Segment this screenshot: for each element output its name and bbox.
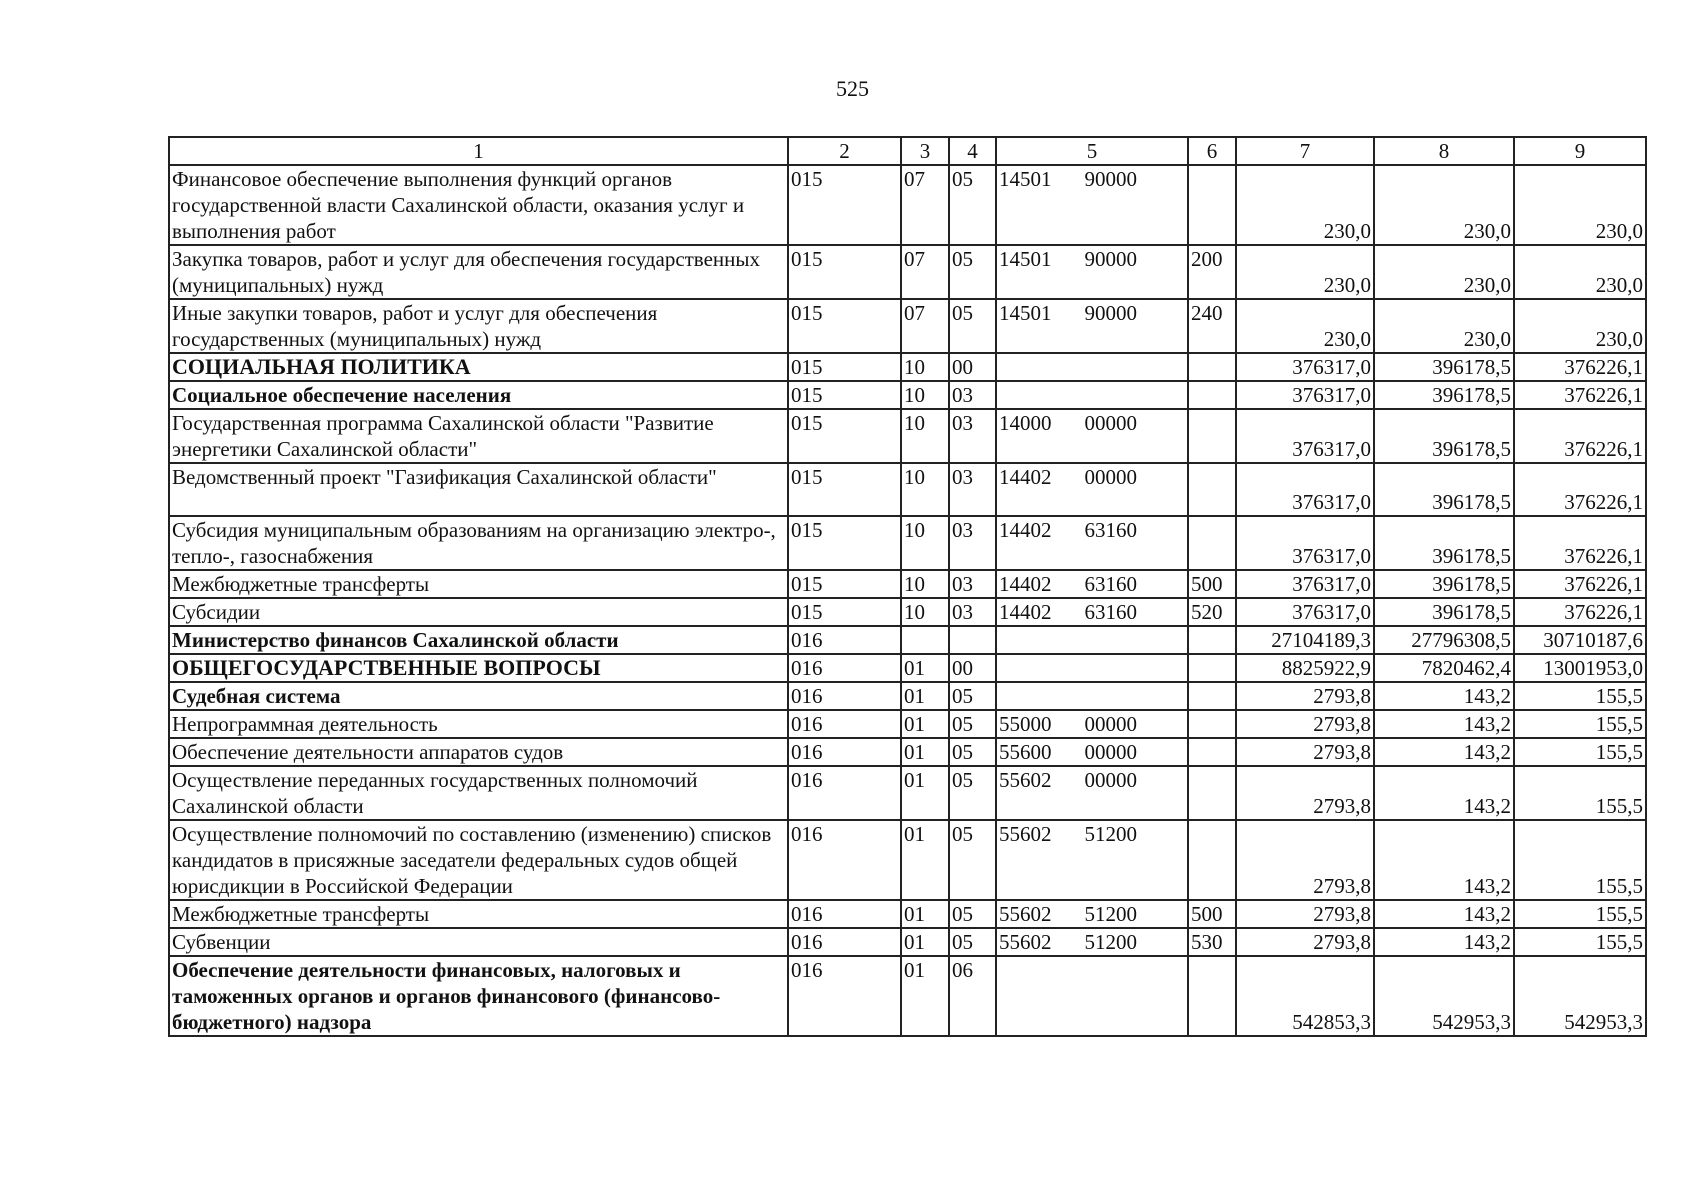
target-article-program: 55000 (999, 712, 1052, 736)
expense-type-cell: 500 (1188, 570, 1236, 598)
section-code-cell: 10 (901, 409, 949, 463)
row-name-cell: Субсидия муниципальным образованиям на организацию электро-, тепло-, газоснабжения (169, 516, 788, 570)
section-code-cell: 01 (901, 928, 949, 956)
amount-col9-cell: 30710187,6 (1514, 626, 1646, 654)
row-name-cell: Иные закупки товаров, работ и услуг для обеспечения государственных (муниципальных) нужд (169, 299, 788, 353)
amount-col8-cell: 396178,5 (1374, 463, 1514, 516)
row-name-cell: Межбюджетные трансферты (169, 570, 788, 598)
amount-col7-cell: 2793,8 (1236, 900, 1374, 928)
table-row (169, 245, 1646, 299)
row-name-cell: Финансовое обеспечение выполнения функций органов государственной власти Сахалинской области, оказания услуг и выполнения работ (169, 165, 788, 245)
amount-col7-cell: 2793,8 (1236, 928, 1374, 956)
subsection-code-cell: 03 (949, 463, 996, 516)
amount-col9-cell: 155,5 (1514, 928, 1646, 956)
row-name-cell: Субсидии (169, 598, 788, 626)
target-article-program: 14501 (999, 247, 1052, 271)
amount-col7-cell: 2793,8 (1236, 682, 1374, 710)
header-cell: 5 (996, 137, 1188, 165)
subsection-code-cell: 05 (949, 682, 996, 710)
admin-code-cell: 016 (788, 956, 901, 1036)
target-article-cell (996, 353, 1188, 381)
row-name-cell: Субвенции (169, 928, 788, 956)
target-article-program: 55602 (999, 768, 1052, 792)
amount-col8-cell: 143,2 (1374, 738, 1514, 766)
amount-col7-cell: 2793,8 (1236, 710, 1374, 738)
subsection-code-cell: 03 (949, 570, 996, 598)
target-article-cell (996, 710, 1188, 738)
amount-col9-cell: 376226,1 (1514, 516, 1646, 570)
target-article-cell (996, 956, 1188, 1036)
header-cell: 2 (788, 137, 901, 165)
expense-type-cell (1188, 463, 1236, 516)
subsection-code-cell: 05 (949, 928, 996, 956)
row-name-cell: Закупка товаров, работ и услуг для обеспечения государственных (муниципальных) нужд (169, 245, 788, 299)
row-name-cell: Осуществление полномочий по составлению (изменению) списков кандидатов в присяжные заседатели федеральных судов общей юрисдикции в Российской Федерации (169, 820, 788, 900)
section-code-cell: 10 (901, 570, 949, 598)
amount-col8-cell: 143,2 (1374, 710, 1514, 738)
amount-col7-cell: 230,0 (1236, 245, 1374, 299)
target-article-program: 55602 (999, 822, 1052, 846)
table-row (169, 381, 1646, 409)
target-article-program: 55602 (999, 930, 1052, 954)
target-article-cell (996, 598, 1188, 626)
amount-col8-cell: 230,0 (1374, 245, 1514, 299)
amount-col7-cell: 2793,8 (1236, 820, 1374, 900)
expense-type-cell: 200 (1188, 245, 1236, 299)
target-article-direction: 90000 (1084, 167, 1138, 191)
expense-type-cell: 520 (1188, 598, 1236, 626)
amount-col8-cell: 396178,5 (1374, 516, 1514, 570)
amount-col8-cell: 542953,3 (1374, 956, 1514, 1036)
target-article-program: 14501 (999, 167, 1052, 191)
target-article-direction: 51200 (1084, 930, 1138, 954)
expense-type-cell (1188, 516, 1236, 570)
subsection-code-cell: 05 (949, 820, 996, 900)
admin-code-cell: 016 (788, 820, 901, 900)
section-code-cell: 07 (901, 299, 949, 353)
section-code-cell: 01 (901, 820, 949, 900)
subsection-code-cell: 05 (949, 299, 996, 353)
subsection-code-cell: 06 (949, 956, 996, 1036)
target-article-direction: 00000 (1084, 712, 1138, 736)
budget-table (168, 136, 1647, 1037)
target-article-program: 14402 (999, 600, 1052, 624)
expense-type-cell: 530 (1188, 928, 1236, 956)
section-code-cell: 01 (901, 710, 949, 738)
amount-col7-cell: 376317,0 (1236, 570, 1374, 598)
table-row (169, 900, 1646, 928)
expense-type-cell (1188, 956, 1236, 1036)
amount-col7-cell: 27104189,3 (1236, 626, 1374, 654)
expense-type-cell (1188, 682, 1236, 710)
table-row (169, 299, 1646, 353)
row-name-cell: СОЦИАЛЬНАЯ ПОЛИТИКА (169, 353, 788, 381)
target-article-direction: 00000 (1084, 768, 1138, 792)
amount-col8-cell: 143,2 (1374, 682, 1514, 710)
row-name-cell: Ведомственный проект "Газификация Сахалинской области" (169, 463, 788, 516)
target-article-cell (996, 409, 1188, 463)
target-article-direction: 00000 (1084, 465, 1138, 489)
section-code-cell: 10 (901, 463, 949, 516)
target-article-direction: 00000 (1084, 411, 1138, 435)
amount-col7-cell: 2793,8 (1236, 738, 1374, 766)
table-row (169, 598, 1646, 626)
amount-col9-cell: 230,0 (1514, 245, 1646, 299)
table-row (169, 766, 1646, 820)
section-code-cell: 10 (901, 353, 949, 381)
row-name-cell: Обеспечение деятельности финансовых, налоговых и таможенных органов и органов финансового (финансово-бюджетного) надзора (169, 956, 788, 1036)
expense-type-cell: 240 (1188, 299, 1236, 353)
section-code-cell: 10 (901, 381, 949, 409)
amount-col9-cell: 13001953,0 (1514, 654, 1646, 682)
amount-col7-cell: 376317,0 (1236, 381, 1374, 409)
table-row (169, 956, 1646, 1036)
row-name-cell: Непрограммная деятельность (169, 710, 788, 738)
amount-col8-cell: 7820462,4 (1374, 654, 1514, 682)
admin-code-cell: 015 (788, 409, 901, 463)
table-row (169, 626, 1646, 654)
amount-col8-cell: 143,2 (1374, 820, 1514, 900)
admin-code-cell: 016 (788, 710, 901, 738)
amount-col7-cell: 376317,0 (1236, 353, 1374, 381)
amount-col8-cell: 143,2 (1374, 900, 1514, 928)
admin-code-cell: 016 (788, 766, 901, 820)
target-article-direction: 51200 (1084, 822, 1138, 846)
row-name-cell: Обеспечение деятельности аппаратов судов (169, 738, 788, 766)
expense-type-cell (1188, 409, 1236, 463)
section-code-cell: 01 (901, 654, 949, 682)
admin-code-cell: 015 (788, 463, 901, 516)
target-article-cell (996, 820, 1188, 900)
section-code-cell: 01 (901, 956, 949, 1036)
expense-type-cell (1188, 626, 1236, 654)
subsection-code-cell: 00 (949, 353, 996, 381)
amount-col9-cell: 542953,3 (1514, 956, 1646, 1036)
target-article-direction: 90000 (1084, 301, 1138, 325)
row-name-cell: Осуществление переданных государственных полномочий Сахалинской области (169, 766, 788, 820)
header-cell: 3 (901, 137, 949, 165)
amount-col9-cell: 376226,1 (1514, 409, 1646, 463)
admin-code-cell: 016 (788, 682, 901, 710)
target-article-cell (996, 738, 1188, 766)
page-number: 525 (836, 76, 869, 101)
expense-type-cell: 500 (1188, 900, 1236, 928)
table-row (169, 682, 1646, 710)
expense-type-cell (1188, 165, 1236, 245)
target-article-cell (996, 299, 1188, 353)
amount-col7-cell: 376317,0 (1236, 409, 1374, 463)
subsection-code-cell: 03 (949, 598, 996, 626)
target-article-cell (996, 463, 1188, 516)
target-article-direction: 63160 (1084, 518, 1138, 542)
section-code-cell (901, 626, 949, 654)
amount-col8-cell: 27796308,5 (1374, 626, 1514, 654)
header-cell: 1 (169, 137, 788, 165)
target-article-direction: 63160 (1084, 572, 1138, 596)
amount-col9-cell: 155,5 (1514, 766, 1646, 820)
subsection-code-cell: 05 (949, 165, 996, 245)
expense-type-cell (1188, 820, 1236, 900)
amount-col9-cell: 376226,1 (1514, 381, 1646, 409)
subsection-code-cell: 05 (949, 738, 996, 766)
target-article-cell (996, 570, 1188, 598)
amount-col8-cell: 396178,5 (1374, 409, 1514, 463)
admin-code-cell: 016 (788, 626, 901, 654)
table-row (169, 820, 1646, 900)
target-article-cell (996, 766, 1188, 820)
table-row (169, 710, 1646, 738)
target-article-program: 14402 (999, 518, 1052, 542)
target-article-cell (996, 516, 1188, 570)
header-cell: 8 (1374, 137, 1514, 165)
admin-code-cell: 016 (788, 928, 901, 956)
section-code-cell: 01 (901, 682, 949, 710)
table-row (169, 165, 1646, 245)
section-code-cell: 07 (901, 165, 949, 245)
admin-code-cell: 015 (788, 570, 901, 598)
subsection-code-cell: 03 (949, 409, 996, 463)
row-name-cell: Министерство финансов Сахалинской области (169, 626, 788, 654)
admin-code-cell: 015 (788, 598, 901, 626)
subsection-code-cell: 05 (949, 900, 996, 928)
amount-col9-cell: 376226,1 (1514, 570, 1646, 598)
expense-type-cell (1188, 766, 1236, 820)
table-row (169, 654, 1646, 682)
amount-col8-cell: 396178,5 (1374, 598, 1514, 626)
header-cell: 7 (1236, 137, 1374, 165)
subsection-code-cell: 03 (949, 381, 996, 409)
subsection-code-cell: 00 (949, 654, 996, 682)
subsection-code-cell: 05 (949, 245, 996, 299)
admin-code-cell: 016 (788, 654, 901, 682)
amount-col9-cell: 376226,1 (1514, 353, 1646, 381)
amount-col9-cell: 155,5 (1514, 682, 1646, 710)
admin-code-cell: 015 (788, 516, 901, 570)
target-article-program: 14402 (999, 572, 1052, 596)
amount-col7-cell: 376317,0 (1236, 598, 1374, 626)
section-code-cell: 10 (901, 516, 949, 570)
amount-col8-cell: 143,2 (1374, 928, 1514, 956)
subsection-code-cell (949, 626, 996, 654)
header-cell: 9 (1514, 137, 1646, 165)
amount-col9-cell: 155,5 (1514, 820, 1646, 900)
section-code-cell: 01 (901, 900, 949, 928)
table-row (169, 738, 1646, 766)
row-name-cell: ОБЩЕГОСУДАРСТВЕННЫЕ ВОПРОСЫ (169, 654, 788, 682)
amount-col9-cell: 155,5 (1514, 710, 1646, 738)
amount-col7-cell: 2793,8 (1236, 766, 1374, 820)
amount-col8-cell: 230,0 (1374, 165, 1514, 245)
amount-col8-cell: 230,0 (1374, 299, 1514, 353)
section-code-cell: 01 (901, 766, 949, 820)
amount-col7-cell: 542853,3 (1236, 956, 1374, 1036)
target-article-direction: 51200 (1084, 902, 1138, 926)
target-article-program: 55600 (999, 740, 1052, 764)
admin-code-cell: 016 (788, 738, 901, 766)
amount-col7-cell: 376317,0 (1236, 516, 1374, 570)
amount-col9-cell: 155,5 (1514, 738, 1646, 766)
expense-type-cell (1188, 738, 1236, 766)
admin-code-cell: 015 (788, 165, 901, 245)
target-article-program: 14000 (999, 411, 1052, 435)
column-number-header (169, 137, 1646, 165)
amount-col7-cell: 8825922,9 (1236, 654, 1374, 682)
section-code-cell: 10 (901, 598, 949, 626)
amount-col9-cell: 376226,1 (1514, 463, 1646, 516)
target-article-direction: 63160 (1084, 600, 1138, 624)
section-code-cell: 07 (901, 245, 949, 299)
table-row (169, 516, 1646, 570)
amount-col9-cell: 155,5 (1514, 900, 1646, 928)
target-article-program: 14402 (999, 465, 1052, 489)
target-article-cell (996, 928, 1188, 956)
target-article-cell (996, 381, 1188, 409)
table-row (169, 928, 1646, 956)
amount-col8-cell: 396178,5 (1374, 381, 1514, 409)
table-body (169, 165, 1646, 1036)
section-code-cell: 01 (901, 738, 949, 766)
target-article-direction: 90000 (1084, 247, 1138, 271)
amount-col7-cell: 230,0 (1236, 165, 1374, 245)
admin-code-cell: 015 (788, 245, 901, 299)
amount-col9-cell: 376226,1 (1514, 598, 1646, 626)
admin-code-cell: 015 (788, 353, 901, 381)
expense-type-cell (1188, 381, 1236, 409)
amount-col9-cell: 230,0 (1514, 299, 1646, 353)
amount-col9-cell: 230,0 (1514, 165, 1646, 245)
amount-col8-cell: 143,2 (1374, 766, 1514, 820)
target-article-cell (996, 165, 1188, 245)
amount-col7-cell: 376317,0 (1236, 463, 1374, 516)
table-row (169, 570, 1646, 598)
table-row (169, 409, 1646, 463)
admin-code-cell: 015 (788, 381, 901, 409)
target-article-direction: 00000 (1084, 740, 1138, 764)
expense-type-cell (1188, 710, 1236, 738)
target-article-cell (996, 626, 1188, 654)
amount-col8-cell: 396178,5 (1374, 353, 1514, 381)
row-name-cell: Социальное обеспечение населения (169, 381, 788, 409)
row-name-cell: Государственная программа Сахалинской области "Развитие энергетики Сахалинской области" (169, 409, 788, 463)
expense-type-cell (1188, 654, 1236, 682)
target-article-program: 14501 (999, 301, 1052, 325)
table-row (169, 353, 1646, 381)
amount-col7-cell: 230,0 (1236, 299, 1374, 353)
table-row (169, 463, 1646, 516)
amount-col8-cell: 396178,5 (1374, 570, 1514, 598)
expense-type-cell (1188, 353, 1236, 381)
target-article-cell (996, 682, 1188, 710)
target-article-program: 55602 (999, 902, 1052, 926)
admin-code-cell: 016 (788, 900, 901, 928)
subsection-code-cell: 03 (949, 516, 996, 570)
row-name-cell: Судебная система (169, 682, 788, 710)
target-article-cell (996, 900, 1188, 928)
target-article-cell (996, 654, 1188, 682)
target-article-cell (996, 245, 1188, 299)
subsection-code-cell: 05 (949, 766, 996, 820)
header-cell: 6 (1188, 137, 1236, 165)
admin-code-cell: 015 (788, 299, 901, 353)
header-cell: 4 (949, 137, 996, 165)
row-name-cell: Межбюджетные трансферты (169, 900, 788, 928)
subsection-code-cell: 05 (949, 710, 996, 738)
